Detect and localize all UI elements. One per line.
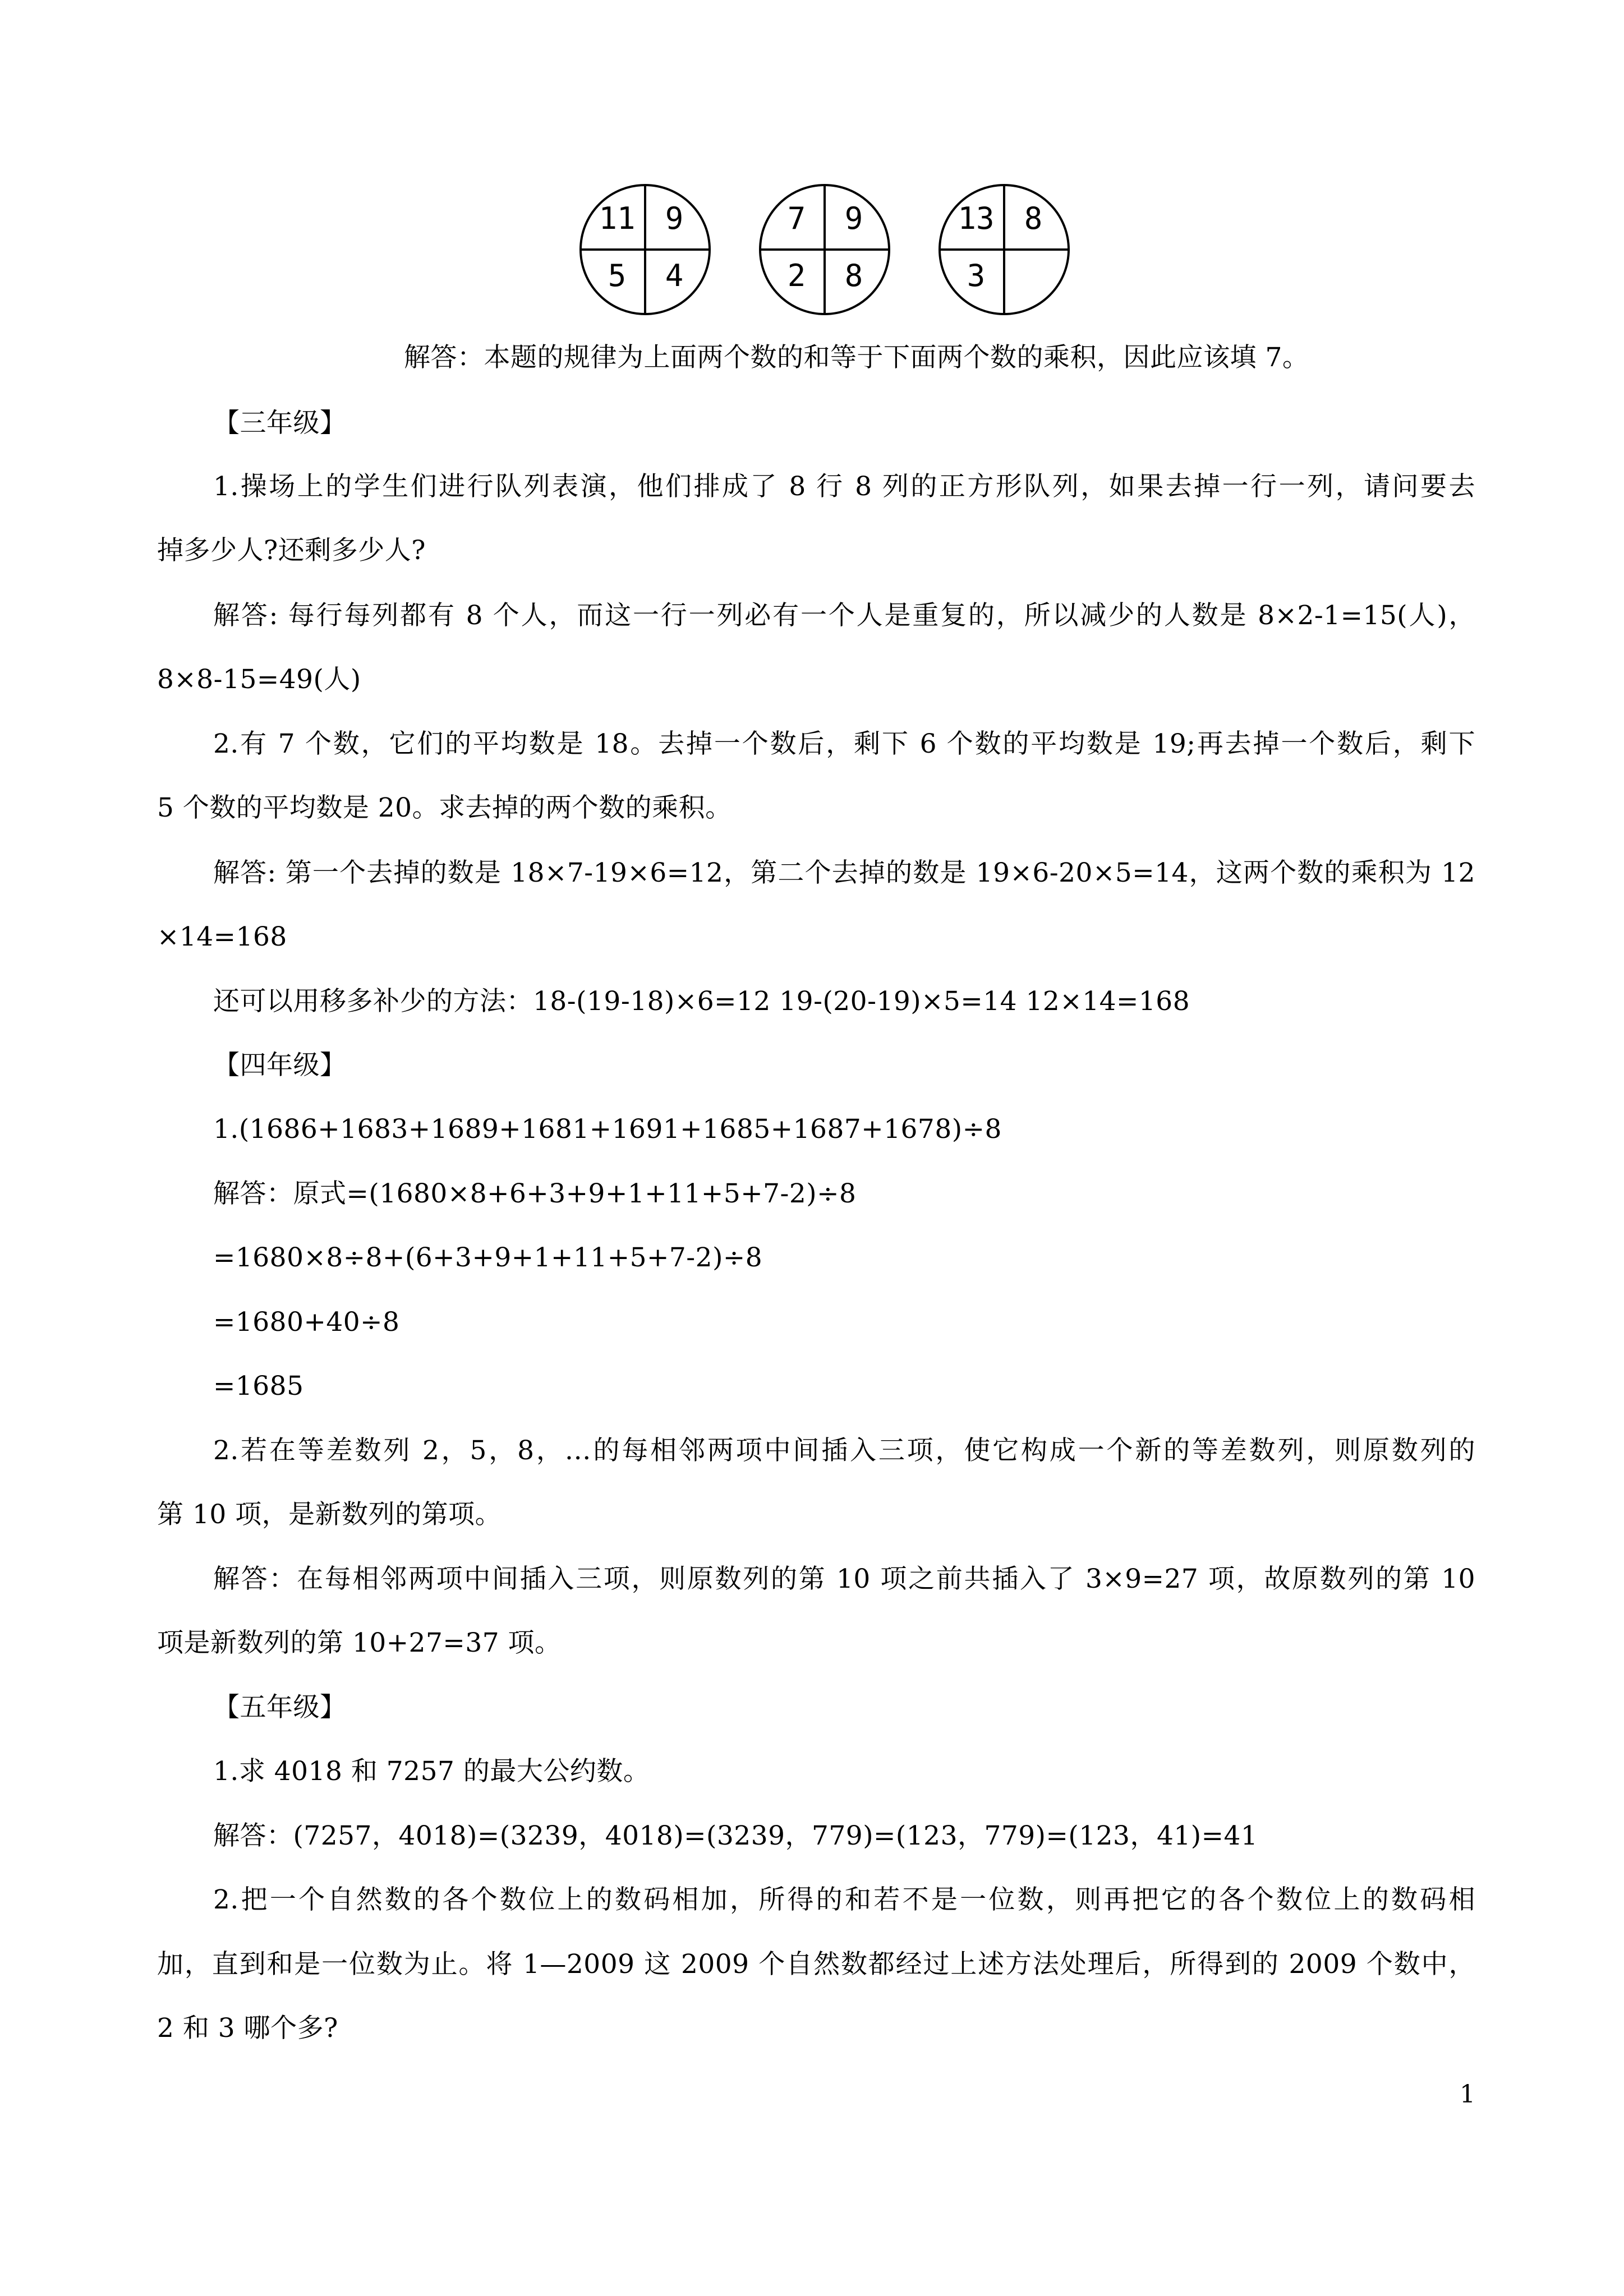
grade-4-heading: 【四年级】: [213, 1050, 347, 1081]
circle-2: [760, 185, 889, 314]
circle-1-top-left: 11: [599, 201, 636, 236]
circle-1-bottom-right: 4: [665, 258, 684, 293]
g4-a1-line-1: 解答：原式=(1680×8+6+3+9+1+11+5+7-2)÷8: [213, 1178, 857, 1209]
circle-2-top-left: 7: [787, 201, 806, 236]
circle-3-bottom-left: 3: [967, 258, 986, 293]
g3-a1-line-2: 8×8-15=49(人): [157, 664, 361, 695]
grade-3-heading: 【三年级】: [213, 408, 347, 439]
g4-q2-line-1: 2.若在等差数列 2，5，8，…的每相邻两项中间插入三项，使它构成一个新的等差数列，则原数列的: [213, 1435, 1475, 1466]
circle-3-top-right: 8: [1024, 201, 1043, 236]
g3-q1-line-2: 掉多少人?还剩多少人?: [157, 535, 426, 566]
g3-a1-line-1: 解答: 每行每列都有 8 个人，而这一行一列必有一个人是重复的，所以减少的人数是 8×2-1=15(人)，: [213, 600, 1475, 631]
circle-2-bottom-right: 8: [844, 258, 863, 293]
circle-2-top-right: 9: [844, 201, 863, 236]
g5-a1: 解答：(7257，4018)=(3239，4018)=(3239，779)=(123，779)=(123，41)=41: [213, 1820, 1258, 1851]
grade-5-heading: 【五年级】: [213, 1692, 347, 1723]
circle-1-top-right: 9: [665, 201, 684, 236]
circle-answer-line: 解答：本题的规律为上面两个数的和等于下面两个数的乘积，因此应该填 7。: [404, 342, 1309, 373]
g3-q2-line-2: 5 个数的平均数是 20。求去掉的两个数的乘积。: [157, 792, 732, 823]
g3-a2-line-2: ×14=168: [157, 921, 287, 952]
g3-q2-line-1: 2.有 7 个数，它们的平均数是 18。去掉一个数后，剩下 6 个数的平均数是 19;再去掉一个数后，剩下: [213, 729, 1475, 759]
circle-1-bottom-left: 5: [608, 258, 627, 293]
circle-1: [581, 185, 710, 314]
g3-a2-line-1: 解答: 第一个去掉的数是 18×7-19×6=12，第二个去掉的数是 19×6-20×5=14，这两个数的乘积为 12: [213, 857, 1475, 888]
g5-q2-line-3: 2 和 3 哪个多?: [157, 2013, 338, 2044]
g3-q1-line-1: 1.操场上的学生们进行队列表演，他们排成了 8 行 8 列的正方形队列，如果去掉一行一列，请问要去: [213, 471, 1475, 502]
circles-svg: [578, 179, 1071, 320]
g3-a2-alt-method: 还可以用移多补少的方法：18-(19-18)×6=12 19-(20-19)×5=14 12×14=168: [213, 986, 1190, 1017]
page-number: 1: [1460, 2080, 1475, 2109]
g5-q1: 1.求 4018 和 7257 的最大公约数。: [213, 1756, 650, 1787]
circle-3: [940, 185, 1069, 314]
g4-q2-line-2: 第 10 项，是新数列的第项。: [157, 1499, 502, 1530]
number-circles-figure: [578, 179, 1071, 320]
g4-a2-line-2: 项是新数列的第 10+27=37 项。: [157, 1628, 562, 1658]
g4-a2-line-1: 解答：在每相邻两项中间插入三项，则原数列的第 10 项之前共插入了 3×9=27 项，故原数列的第 10: [213, 1564, 1475, 1594]
g5-q2-line-2: 加，直到和是一位数为止。将 1—2009 这 2009 个自然数都经过上述方法处理后，所得到的 2009 个数中，: [157, 1949, 1475, 1980]
g4-a1-line-2: =1680×8÷8+(6+3+9+1+11+5+7-2)÷8: [213, 1242, 763, 1273]
g4-a1-line-3: =1680+40÷8: [213, 1307, 400, 1338]
g4-q1: 1.(1686+1683+1689+1681+1691+1685+1687+1678)÷8: [213, 1114, 1002, 1145]
circle-3-top-left: 13: [958, 201, 995, 236]
g4-a1-line-4: =1685: [213, 1371, 304, 1401]
g5-q2-line-1: 2.把一个自然数的各个数位上的数码相加，所得的和若不是一位数，则再把它的各个数位上的数码相: [213, 1884, 1475, 1915]
circle-2-bottom-left: 2: [787, 258, 806, 293]
